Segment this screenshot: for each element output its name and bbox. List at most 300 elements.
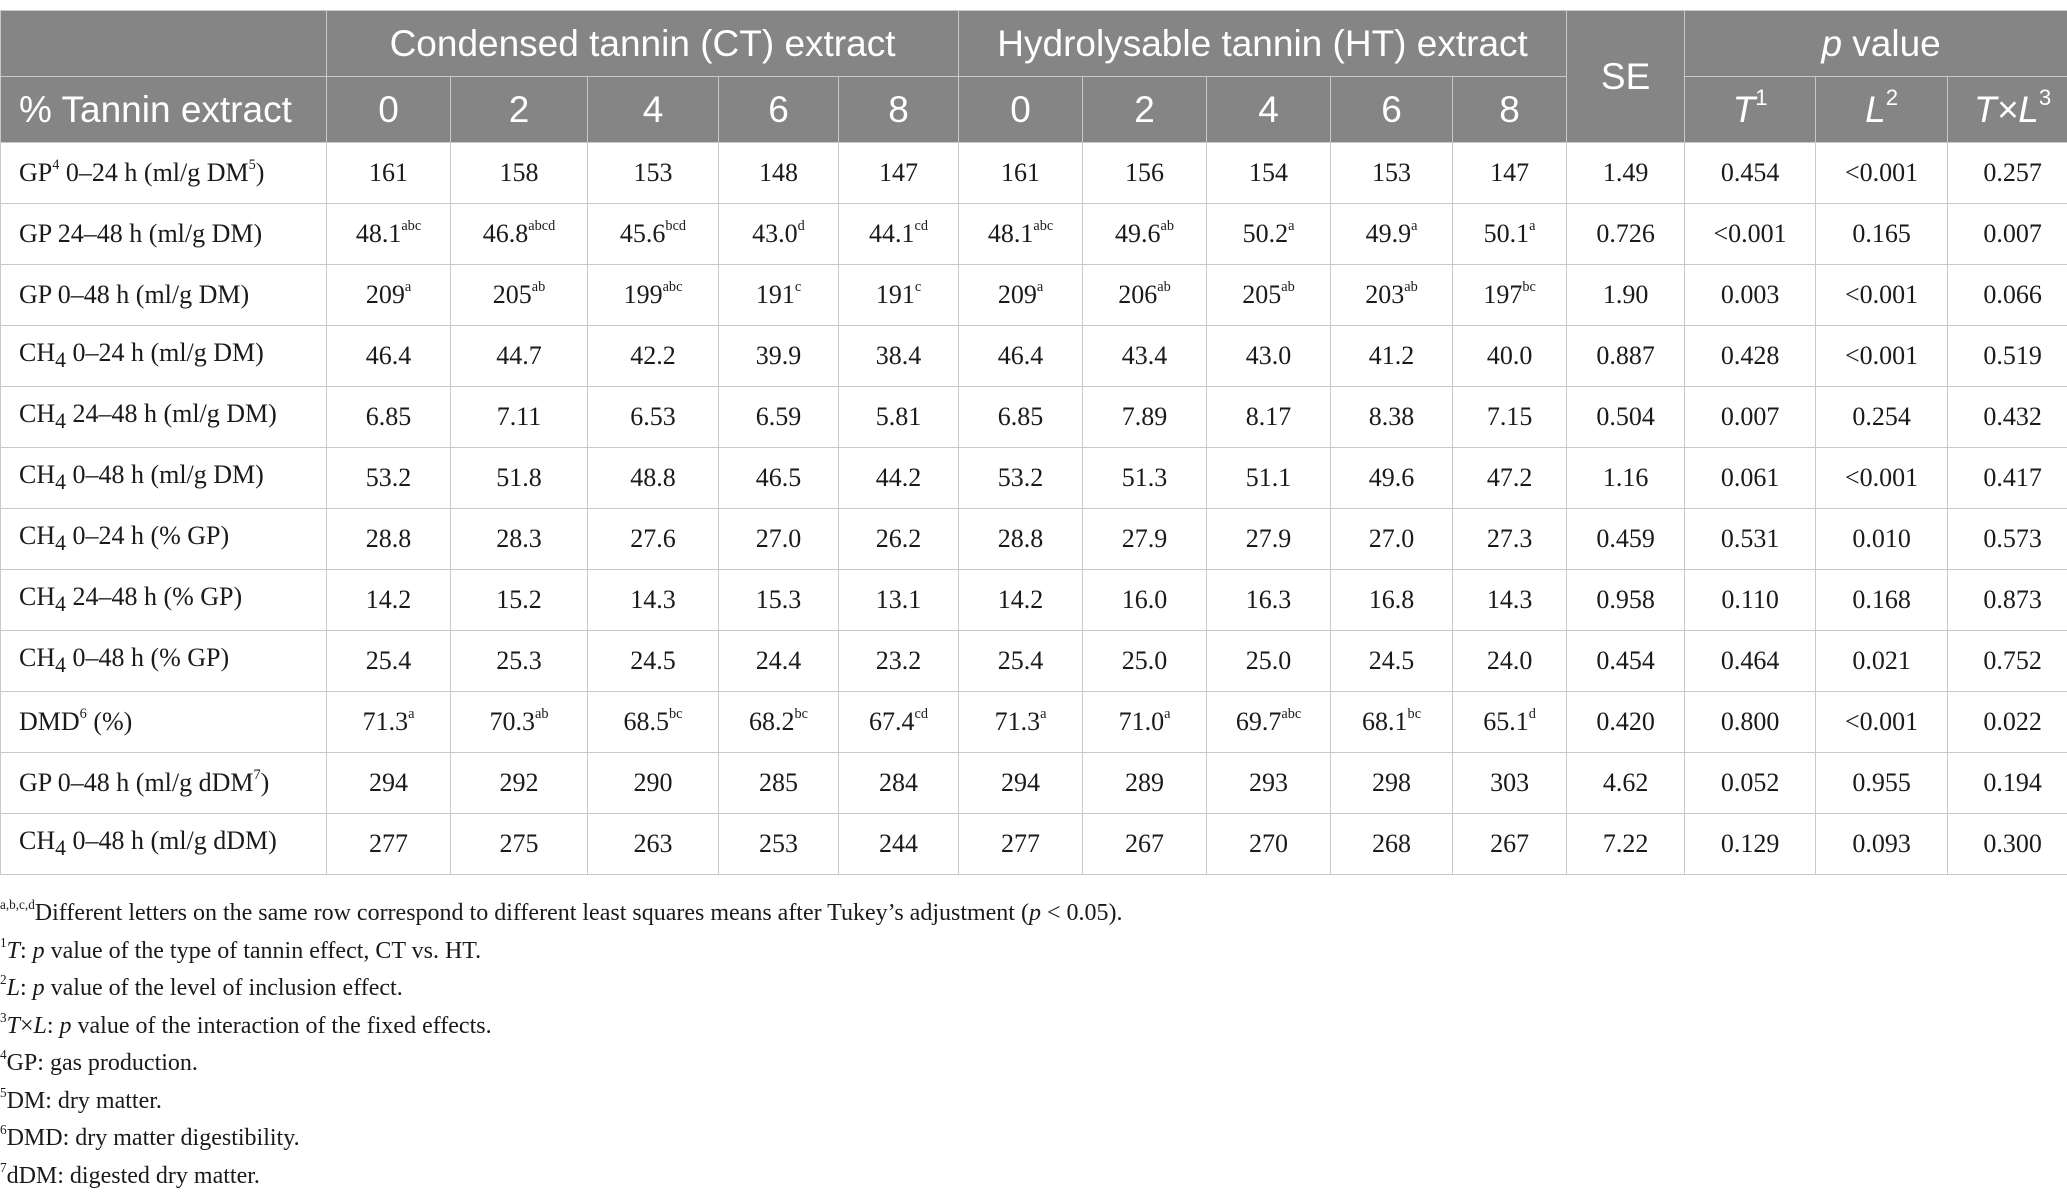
footnote bbox=[0, 970, 1123, 1008]
ct-value-cell bbox=[719, 814, 839, 875]
ht-value-cell bbox=[1207, 631, 1331, 692]
row-label-prefix: CH bbox=[19, 826, 56, 856]
value: 71.3 bbox=[362, 707, 409, 736]
value: 14.2 bbox=[365, 585, 412, 614]
p-col-header bbox=[1948, 77, 2067, 143]
value: 67.4 bbox=[869, 707, 915, 736]
significance-letters: abc bbox=[1281, 706, 1302, 723]
value: 53.2 bbox=[997, 463, 1044, 492]
p-value-cell: 0.022 bbox=[1948, 692, 2067, 753]
row-label-prefix: DMD bbox=[19, 707, 80, 736]
se-cell: 7.22 bbox=[1567, 814, 1685, 875]
value: 48.1 bbox=[355, 219, 402, 248]
value: 27.6 bbox=[630, 524, 676, 553]
footnote bbox=[0, 933, 1123, 971]
table-row bbox=[1, 204, 2067, 265]
significance-letters: cd bbox=[914, 218, 929, 235]
ht-level-header: 0 bbox=[959, 77, 1083, 143]
ct-value-cell bbox=[588, 509, 719, 570]
value: 148 bbox=[759, 158, 798, 187]
ht-value-cell bbox=[1207, 143, 1331, 204]
ht-value-cell bbox=[959, 143, 1083, 204]
ct-value-cell bbox=[327, 631, 451, 692]
p-value-cell: 0.254 bbox=[1816, 387, 1948, 448]
p-value-cell: 0.007 bbox=[1948, 204, 2067, 265]
value: 27.0 bbox=[1368, 524, 1415, 553]
ht-value-cell bbox=[1207, 387, 1331, 448]
se-cell: 0.420 bbox=[1567, 692, 1685, 753]
value: 209 bbox=[997, 280, 1037, 309]
value: 15.2 bbox=[496, 585, 542, 614]
value: 24.5 bbox=[630, 646, 676, 675]
value: 39.9 bbox=[755, 341, 802, 370]
ht-value-cell bbox=[1083, 326, 1207, 387]
value: 191 bbox=[755, 280, 795, 309]
value: 27.0 bbox=[755, 524, 802, 553]
ht-value-cell bbox=[1453, 692, 1567, 753]
ct-value-cell bbox=[719, 265, 839, 326]
ht-value-cell bbox=[959, 448, 1083, 509]
ht-value-cell bbox=[1083, 204, 1207, 265]
table-row bbox=[1, 814, 2067, 875]
value: 16.8 bbox=[1368, 585, 1415, 614]
se-cell: 1.49 bbox=[1567, 143, 1685, 204]
row-label-text: 0–48 h (% GP) bbox=[65, 643, 230, 673]
table-row bbox=[1, 631, 2067, 692]
p-value-cell: 0.194 bbox=[1948, 753, 2067, 814]
se-cell: 0.726 bbox=[1567, 204, 1685, 265]
row-label bbox=[1, 265, 327, 326]
value: 284 bbox=[879, 768, 919, 797]
value: 161 bbox=[1001, 158, 1041, 187]
significance-letters: ab bbox=[535, 706, 549, 723]
footnote-marker: 1 bbox=[0, 934, 7, 950]
p-value-cell: 0.165 bbox=[1816, 204, 1948, 265]
subscript: 4 bbox=[55, 470, 66, 495]
table-body bbox=[1, 143, 2067, 875]
se-header: SE bbox=[1567, 11, 1685, 143]
value: 28.8 bbox=[997, 524, 1044, 553]
p-col-header bbox=[1816, 77, 1948, 143]
ht-value-cell bbox=[959, 692, 1083, 753]
footnote-text: : bbox=[19, 975, 33, 1001]
ht-value-cell bbox=[959, 326, 1083, 387]
significance-letters: bc bbox=[1407, 706, 1422, 723]
p-col-label: T×L bbox=[1974, 88, 2039, 130]
ct-value-cell bbox=[839, 814, 959, 875]
value: 289 bbox=[1125, 768, 1165, 797]
value: 277 bbox=[369, 829, 408, 858]
row-label-header: % Tannin extract bbox=[1, 77, 327, 143]
value: 25.4 bbox=[997, 646, 1044, 675]
value: 14.3 bbox=[630, 585, 676, 614]
row-label bbox=[1, 448, 327, 509]
footnote-marker: 2 bbox=[0, 972, 7, 988]
table-row bbox=[1, 326, 2067, 387]
ct-value-cell bbox=[839, 387, 959, 448]
value: 68.2 bbox=[749, 707, 795, 736]
ct-value-cell bbox=[451, 570, 588, 631]
ct-group-header: Condensed tannin (CT) extract bbox=[327, 11, 959, 77]
ct-value-cell bbox=[839, 692, 959, 753]
significance-letters: c bbox=[794, 279, 802, 296]
row-label-text: (%) bbox=[86, 707, 133, 736]
footnote-text: dDM: digested dry matter. bbox=[6, 1162, 260, 1189]
value: 50.2 bbox=[1242, 219, 1289, 248]
footnote bbox=[0, 1008, 1123, 1046]
value: 268 bbox=[1372, 829, 1412, 858]
value: 158 bbox=[499, 158, 539, 187]
row-label bbox=[1, 814, 327, 875]
significance-letters: ab bbox=[531, 279, 546, 296]
footnote-text: T bbox=[6, 1012, 20, 1039]
ht-value-cell bbox=[1207, 509, 1331, 570]
row-label-text: 0–48 h (ml/g DM) bbox=[51, 280, 250, 309]
value: 25.0 bbox=[1245, 646, 1292, 675]
value: 68.1 bbox=[1362, 707, 1408, 736]
ct-value-cell bbox=[839, 143, 959, 204]
value: 294 bbox=[369, 768, 408, 797]
significance-letters: bcd bbox=[665, 218, 687, 235]
value: 5.81 bbox=[875, 402, 922, 431]
footnote-marker: 6 bbox=[0, 1122, 7, 1138]
footnote-text: × bbox=[19, 1012, 34, 1039]
row-label bbox=[1, 387, 327, 448]
value: 43.0 bbox=[752, 219, 798, 248]
subscript: 4 bbox=[55, 592, 66, 617]
footnote-text: value of the interaction of the fixed effects. bbox=[71, 1012, 492, 1039]
row-label bbox=[1, 143, 327, 204]
ct-value-cell bbox=[719, 631, 839, 692]
footnote-text: L bbox=[33, 1012, 47, 1039]
value: 25.4 bbox=[365, 646, 412, 675]
p-col-label: L bbox=[1865, 88, 1886, 130]
value: 48.8 bbox=[630, 463, 676, 492]
value: 43.4 bbox=[1121, 341, 1168, 370]
value: 46.4 bbox=[997, 341, 1044, 370]
p-value-cell: 0.052 bbox=[1685, 753, 1816, 814]
p-value-cell: 0.021 bbox=[1816, 631, 1948, 692]
ht-value-cell bbox=[1453, 753, 1567, 814]
value: 191 bbox=[875, 280, 915, 309]
ht-level-header: 2 bbox=[1083, 77, 1207, 143]
value: 26.2 bbox=[875, 524, 922, 553]
value: 53.2 bbox=[365, 463, 412, 492]
ct-value-cell bbox=[719, 692, 839, 753]
footnote-text: value of the type of tannin effect, CT vs. HT. bbox=[44, 937, 482, 964]
ct-value-cell bbox=[451, 509, 588, 570]
value: 292 bbox=[499, 768, 539, 797]
significance-letters: ab bbox=[1281, 279, 1295, 296]
p-value-group-header: p value bbox=[1685, 11, 2067, 77]
value: 68.5 bbox=[623, 707, 669, 736]
ht-group-header: Hydrolysable tannin (HT) extract bbox=[959, 11, 1567, 77]
footnote-text: p bbox=[1028, 900, 1041, 926]
p-value-cell: 0.573 bbox=[1948, 509, 2067, 570]
ht-value-cell bbox=[1453, 631, 1567, 692]
ht-value-cell bbox=[1331, 448, 1453, 509]
footnotes bbox=[0, 895, 1123, 1195]
row-label-prefix: CH bbox=[19, 460, 56, 490]
value: 46.4 bbox=[365, 341, 412, 370]
ht-value-cell bbox=[1453, 570, 1567, 631]
value: 156 bbox=[1125, 158, 1165, 187]
ct-value-cell bbox=[327, 204, 451, 265]
p-value-cell: 0.061 bbox=[1685, 448, 1816, 509]
footnote bbox=[0, 1120, 1123, 1158]
ct-value-cell bbox=[719, 204, 839, 265]
ht-value-cell bbox=[959, 753, 1083, 814]
significance-letters: a bbox=[1036, 279, 1044, 296]
value: 24.5 bbox=[1368, 646, 1415, 675]
footnote-marker: 7 bbox=[253, 767, 261, 784]
p-value-cell: 0.531 bbox=[1685, 509, 1816, 570]
table-row bbox=[1, 509, 2067, 570]
se-cell: 1.90 bbox=[1567, 265, 1685, 326]
row-label-text: 24–48 h (% GP) bbox=[65, 582, 243, 612]
footnote-marker: 5 bbox=[0, 1084, 7, 1100]
value: 48.1 bbox=[987, 219, 1034, 248]
significance-letters: a bbox=[408, 706, 415, 723]
ht-value-cell bbox=[1083, 814, 1207, 875]
table-row bbox=[1, 570, 2067, 631]
table-row bbox=[1, 143, 2067, 204]
p-value-cell: 0.873 bbox=[1948, 570, 2067, 631]
value: 161 bbox=[369, 158, 408, 187]
value: 65.1 bbox=[1483, 707, 1529, 736]
row-label-prefix: CH bbox=[19, 338, 56, 368]
subscript: 4 bbox=[55, 409, 66, 434]
row-label-suffix: ) bbox=[260, 768, 270, 797]
ct-value-cell bbox=[327, 509, 451, 570]
value: 51.3 bbox=[1121, 463, 1168, 492]
value: 71.0 bbox=[1118, 707, 1165, 736]
value: 51.1 bbox=[1245, 463, 1292, 492]
value: 13.1 bbox=[875, 585, 922, 614]
ct-level-header: 4 bbox=[588, 77, 719, 143]
value: 205 bbox=[492, 280, 532, 309]
row-label bbox=[1, 753, 327, 814]
ht-value-cell bbox=[959, 814, 1083, 875]
se-cell: 0.887 bbox=[1567, 326, 1685, 387]
significance-letters: a bbox=[1529, 218, 1536, 235]
value: 28.3 bbox=[496, 524, 542, 553]
value: 147 bbox=[1490, 158, 1530, 187]
p-value-cell: <0.001 bbox=[1816, 326, 1948, 387]
value: 49.9 bbox=[1365, 219, 1412, 248]
value: 46.5 bbox=[755, 463, 802, 492]
value: 44.1 bbox=[869, 219, 915, 248]
value: 51.8 bbox=[496, 463, 542, 492]
ht-value-cell bbox=[1453, 509, 1567, 570]
value: 209 bbox=[365, 280, 405, 309]
ct-value-cell bbox=[327, 753, 451, 814]
value: 285 bbox=[759, 768, 798, 797]
footnote-marker: 6 bbox=[79, 706, 87, 723]
significance-letters: ab bbox=[1160, 218, 1175, 235]
row-label bbox=[1, 631, 327, 692]
value: 147 bbox=[879, 158, 919, 187]
results-table bbox=[0, 10, 2067, 875]
ct-value-cell bbox=[451, 448, 588, 509]
ht-value-cell bbox=[1331, 509, 1453, 570]
ht-value-cell bbox=[1331, 326, 1453, 387]
table-header bbox=[1, 11, 2067, 143]
p-value-cell: 0.300 bbox=[1948, 814, 2067, 875]
subscript: 4 bbox=[55, 836, 66, 861]
table-row bbox=[1, 448, 2067, 509]
footnote-marker: 5 bbox=[248, 157, 256, 174]
p-value-cell: 0.066 bbox=[1948, 265, 2067, 326]
value: 275 bbox=[499, 829, 539, 858]
ct-value-cell bbox=[588, 570, 719, 631]
value: 6.85 bbox=[997, 402, 1044, 431]
footnote-text: DM: dry matter. bbox=[6, 1087, 162, 1114]
ht-value-cell bbox=[1083, 387, 1207, 448]
ht-value-cell bbox=[1207, 265, 1331, 326]
ht-value-cell bbox=[1331, 204, 1453, 265]
value: 197 bbox=[1483, 280, 1523, 309]
significance-letters: a bbox=[1040, 706, 1047, 723]
p-value-cell: 0.955 bbox=[1816, 753, 1948, 814]
significance-letters: ab bbox=[1157, 279, 1171, 296]
value: 46.8 bbox=[482, 219, 529, 248]
footnote-text: < 0.05). bbox=[1040, 900, 1123, 926]
se-cell: 1.16 bbox=[1567, 448, 1685, 509]
ht-value-cell bbox=[1083, 692, 1207, 753]
ct-value-cell bbox=[327, 692, 451, 753]
row-label bbox=[1, 570, 327, 631]
value: 14.2 bbox=[997, 585, 1044, 614]
value: 8.17 bbox=[1245, 402, 1292, 431]
p-value-cell: <0.001 bbox=[1685, 204, 1816, 265]
ct-value-cell bbox=[451, 326, 588, 387]
value: 153 bbox=[633, 158, 673, 187]
footnote-text: : bbox=[46, 1012, 60, 1039]
ht-value-cell bbox=[959, 204, 1083, 265]
significance-letters: abc bbox=[1033, 218, 1054, 235]
value: 293 bbox=[1249, 768, 1289, 797]
ct-value-cell bbox=[719, 387, 839, 448]
footnote-marker: a,b,c,d bbox=[0, 897, 35, 913]
ct-value-cell bbox=[588, 814, 719, 875]
ht-value-cell bbox=[1083, 143, 1207, 204]
footnote-text: L bbox=[6, 975, 20, 1001]
value: 6.53 bbox=[630, 402, 676, 431]
footnote-text: : bbox=[19, 937, 33, 964]
ht-value-cell bbox=[959, 570, 1083, 631]
row-label bbox=[1, 509, 327, 570]
value: 199 bbox=[623, 280, 663, 309]
value: 14.3 bbox=[1486, 585, 1533, 614]
ct-value-cell bbox=[327, 265, 451, 326]
significance-letters: a bbox=[404, 279, 412, 296]
ct-value-cell bbox=[327, 326, 451, 387]
significance-letters: c bbox=[914, 279, 922, 296]
ht-value-cell bbox=[1453, 265, 1567, 326]
value: 38.4 bbox=[875, 341, 922, 370]
row-label-text: 0–48 h (ml/g dDM bbox=[51, 768, 254, 797]
value: 7.89 bbox=[1121, 402, 1168, 431]
ct-value-cell bbox=[719, 570, 839, 631]
row-label bbox=[1, 326, 327, 387]
p-value-cell: 0.428 bbox=[1685, 326, 1816, 387]
value: 24.4 bbox=[755, 646, 802, 675]
ht-value-cell bbox=[1331, 265, 1453, 326]
ct-value-cell bbox=[327, 387, 451, 448]
ht-value-cell bbox=[1083, 509, 1207, 570]
ht-value-cell bbox=[1331, 814, 1453, 875]
row-label bbox=[1, 692, 327, 753]
ht-value-cell bbox=[1331, 631, 1453, 692]
p-value-cell: <0.001 bbox=[1816, 692, 1948, 753]
ht-value-cell bbox=[1453, 326, 1567, 387]
ct-value-cell bbox=[588, 143, 719, 204]
value: 27.3 bbox=[1486, 524, 1533, 553]
value: 277 bbox=[1001, 829, 1041, 858]
p-value-cell: <0.001 bbox=[1816, 448, 1948, 509]
ct-value-cell bbox=[588, 631, 719, 692]
value: 49.6 bbox=[1368, 463, 1415, 492]
significance-letters: d bbox=[1528, 706, 1536, 723]
row-label bbox=[1, 204, 327, 265]
ht-value-cell bbox=[1083, 265, 1207, 326]
ct-value-cell bbox=[588, 692, 719, 753]
value: 7.11 bbox=[496, 402, 542, 431]
se-cell: 0.454 bbox=[1567, 631, 1685, 692]
significance-letters: a bbox=[1288, 218, 1295, 235]
row-label-text: 0–48 h (ml/g dDM) bbox=[65, 826, 277, 856]
significance-letters: abcd bbox=[528, 218, 556, 235]
p-value-cell: 0.007 bbox=[1685, 387, 1816, 448]
subscript: 4 bbox=[55, 531, 66, 556]
significance-letters: ab bbox=[1404, 279, 1418, 296]
value: 28.8 bbox=[365, 524, 412, 553]
ht-value-cell bbox=[1083, 570, 1207, 631]
value: 244 bbox=[879, 829, 919, 858]
footnote-text: T bbox=[6, 937, 20, 964]
value: 16.3 bbox=[1245, 585, 1292, 614]
ct-level-header: 8 bbox=[839, 77, 959, 143]
ht-value-cell bbox=[1331, 143, 1453, 204]
value: 205 bbox=[1242, 280, 1282, 309]
significance-letters: d bbox=[797, 218, 805, 235]
ht-value-cell bbox=[1331, 570, 1453, 631]
value: 303 bbox=[1490, 768, 1530, 797]
ct-value-cell bbox=[451, 631, 588, 692]
ct-value-cell bbox=[451, 265, 588, 326]
p-value-cell: <0.001 bbox=[1816, 143, 1948, 204]
ct-value-cell bbox=[719, 143, 839, 204]
value: 41.2 bbox=[1368, 341, 1415, 370]
significance-letters: a bbox=[1411, 218, 1418, 235]
footnote bbox=[0, 1158, 1123, 1196]
footnote-marker: 7 bbox=[0, 1159, 7, 1175]
ht-value-cell bbox=[1207, 753, 1331, 814]
row-label-text: 24–48 h (ml/g DM) bbox=[51, 219, 263, 248]
value: 47.2 bbox=[1486, 463, 1533, 492]
row-label-prefix: GP bbox=[19, 768, 52, 797]
ct-value-cell bbox=[451, 814, 588, 875]
footnote-marker: 4 bbox=[0, 1047, 7, 1063]
ct-value-cell bbox=[451, 692, 588, 753]
ht-value-cell bbox=[959, 631, 1083, 692]
p-value-cell: 0.093 bbox=[1816, 814, 1948, 875]
significance-letters: bc bbox=[1522, 279, 1536, 296]
ct-value-cell bbox=[839, 570, 959, 631]
row-label-text: 0–24 h (ml/g DM) bbox=[65, 338, 264, 368]
footnote-text: Different letters on the same row correspond to different least squares means after Tukey’s adjustment ( bbox=[34, 900, 1029, 926]
